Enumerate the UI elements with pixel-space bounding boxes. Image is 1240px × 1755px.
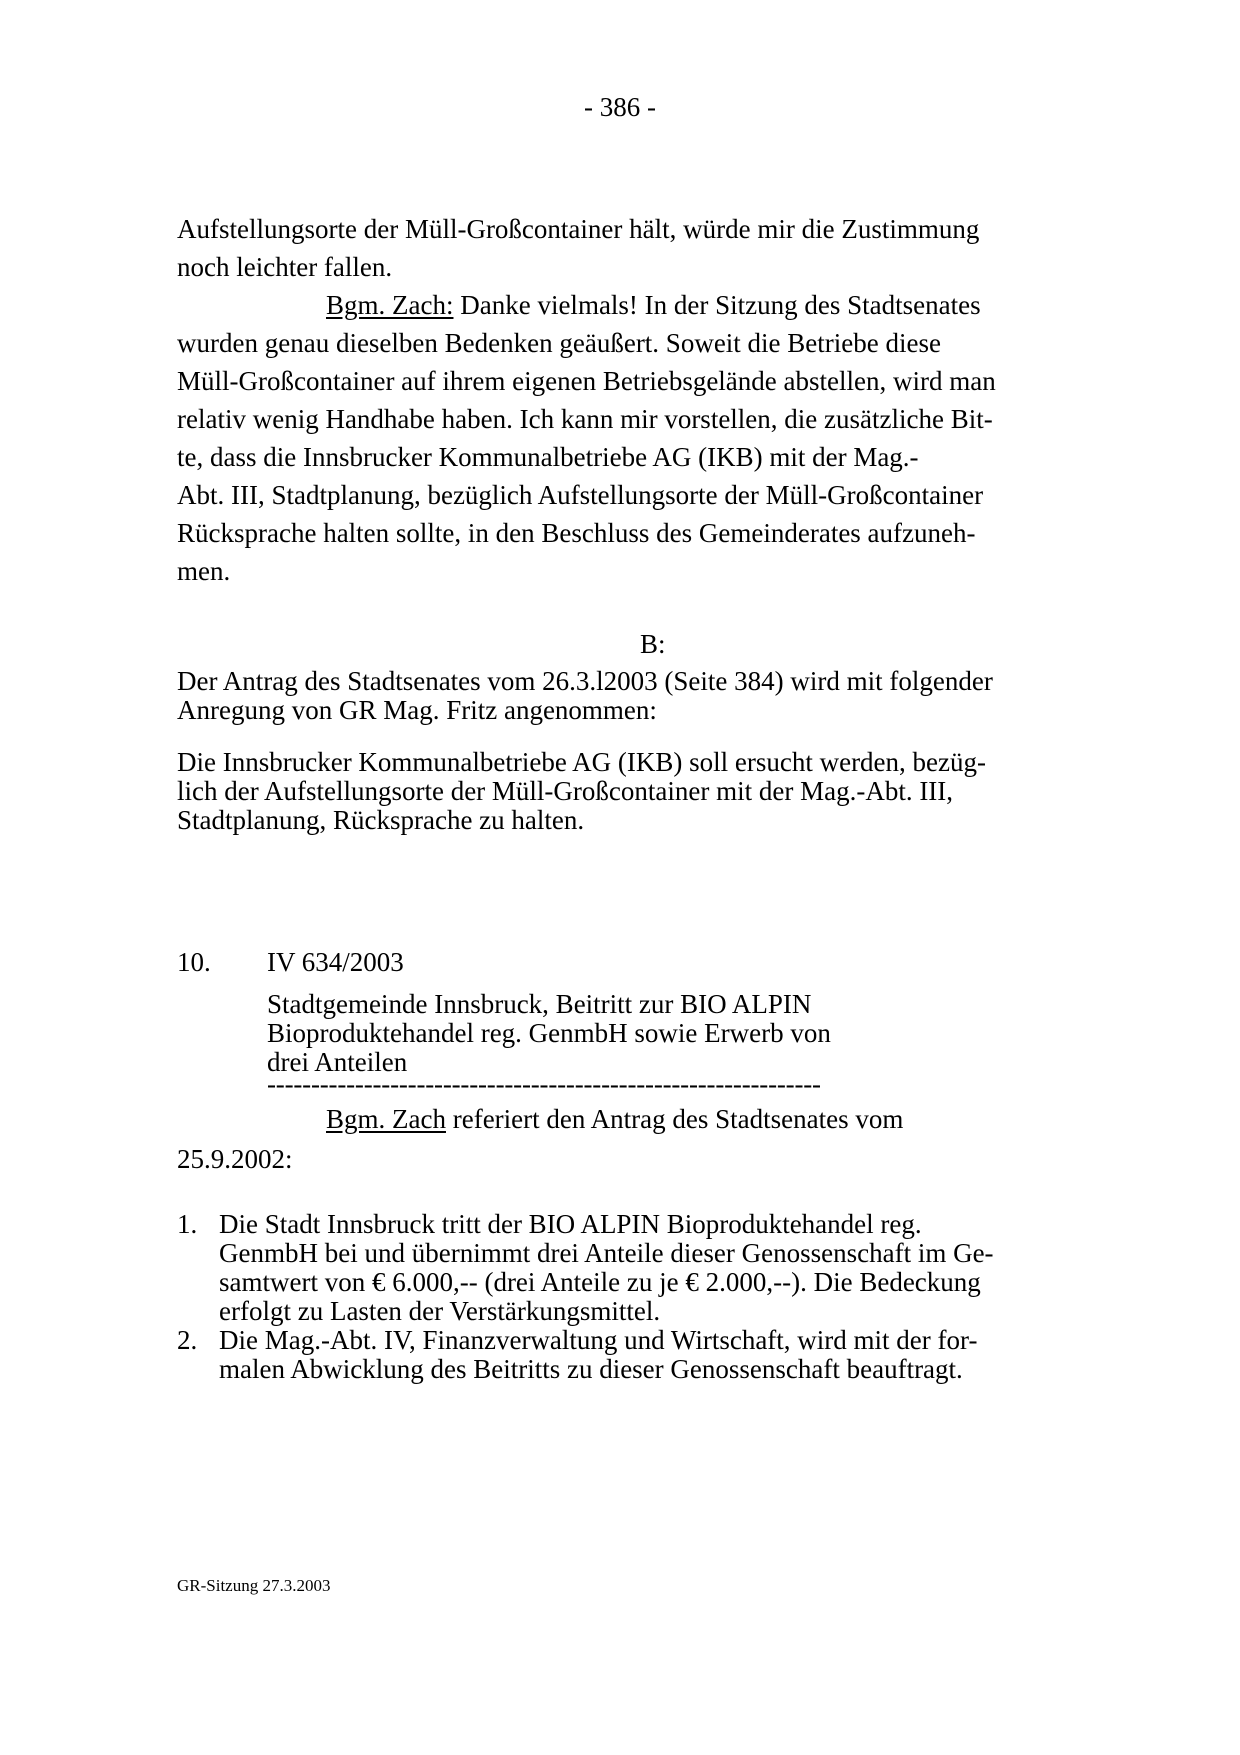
text-line: Müll-Großcontainer auf ihrem eigenen Betriebsgelände abstellen, wird man bbox=[177, 366, 996, 396]
text-line: drei Anteilen bbox=[267, 1047, 408, 1077]
motion-item bbox=[219, 1210, 1064, 1326]
text-line: Die Mag.-Abt. IV, Finanzverwaltung und Wirtschaft, wird mit der for- bbox=[219, 1325, 978, 1355]
resolution-paragraph-2 bbox=[177, 748, 1064, 835]
motion-number: 1. bbox=[177, 1209, 198, 1239]
motion-number: 2. bbox=[177, 1325, 198, 1355]
text-line: Stadtplanung, Rücksprache zu halten. bbox=[177, 805, 585, 835]
text-line: Bioproduktehandel reg. GenmbH sowie Erwerb von bbox=[267, 1018, 831, 1048]
resolution-paragraph-1 bbox=[177, 667, 1064, 725]
text-line: samtwert von € 6.000,-- (drei Anteile zu je € 2.000,--). Die Bedeckung bbox=[219, 1267, 981, 1297]
continuation-paragraph bbox=[177, 210, 1064, 286]
separator-line: --------------------------------------------------------------- bbox=[267, 1069, 821, 1099]
text-line: Anregung von GR Mag. Fritz angenommen: bbox=[177, 695, 657, 725]
speech-first-line bbox=[177, 286, 1064, 324]
text-line: GenmbH bei und übernimmt drei Anteile dieser Genossenschaft im Ge- bbox=[219, 1238, 994, 1268]
text-line: Abt. III, Stadtplanung, bezüglich Aufstellungsorte der Müll-Großcontainer bbox=[177, 480, 984, 510]
page-number: - 386 - bbox=[584, 92, 656, 122]
text-line: Die Stadt Innsbruck tritt der BIO ALPIN Bioproduktehandel reg. bbox=[219, 1209, 922, 1239]
text-line: noch leichter fallen. bbox=[177, 252, 393, 282]
footer: GR-Sitzung 27.3.2003 bbox=[177, 1576, 331, 1595]
text-line: relativ wenig Handhabe haben. Ich kann mir vorstellen, die zusätzliche Bit- bbox=[177, 404, 993, 434]
text-line: Der Antrag des Stadtsenates vom 26.3.l2003 (Seite 384) wird mit folgender bbox=[177, 666, 993, 696]
presenter-line bbox=[326, 1105, 903, 1134]
text-line: men. bbox=[177, 556, 231, 586]
motion-item bbox=[219, 1326, 1064, 1384]
text-line: wurden genau dieselben Bedenken geäußert. Soweit die Betriebe diese bbox=[177, 328, 941, 358]
text-line: Stadtgemeinde Innsbruck, Beitritt zur BIO ALPIN bbox=[267, 989, 812, 1019]
text-line: malen Abwicklung des Beitritts zu dieser Genossenschaft beauftragt. bbox=[219, 1354, 963, 1384]
item-reference: IV 634/2003 bbox=[267, 947, 404, 977]
speech-paragraph bbox=[177, 286, 1064, 590]
text-line: lich der Aufstellungsorte der Müll-Großcontainer mit der Mag.-Abt. III, bbox=[177, 776, 954, 806]
presenter-name: Bgm. Zach bbox=[326, 1104, 446, 1134]
resolution-heading: B: bbox=[640, 629, 666, 659]
speech-text: Danke vielmals! In der Sitzung des Stadtsenates bbox=[453, 290, 981, 320]
text-line: Rücksprache halten sollte, in den Beschluss des Gemeinderates aufzuneh- bbox=[177, 518, 976, 548]
text-line: Die Innsbrucker Kommunalbetriebe AG (IKB) soll ersucht werden, bezüg- bbox=[177, 747, 986, 777]
item-number: 10. bbox=[177, 947, 211, 977]
motion-date: 25.9.2002: bbox=[177, 1144, 293, 1174]
text-line: Aufstellungsorte der Müll-Großcontainer hält, würde mir die Zustimmung bbox=[177, 214, 980, 244]
text-line: te, dass die Innsbrucker Kommunalbetriebe AG (IKB) mit der Mag.- bbox=[177, 442, 919, 472]
speaker-name: Bgm. Zach: bbox=[326, 290, 454, 320]
presenter-text: referiert den Antrag des Stadtsenates vom bbox=[445, 1104, 904, 1134]
item-subject bbox=[267, 990, 907, 1077]
text-line: erfolgt zu Lasten der Verstärkungsmittel. bbox=[219, 1296, 661, 1326]
